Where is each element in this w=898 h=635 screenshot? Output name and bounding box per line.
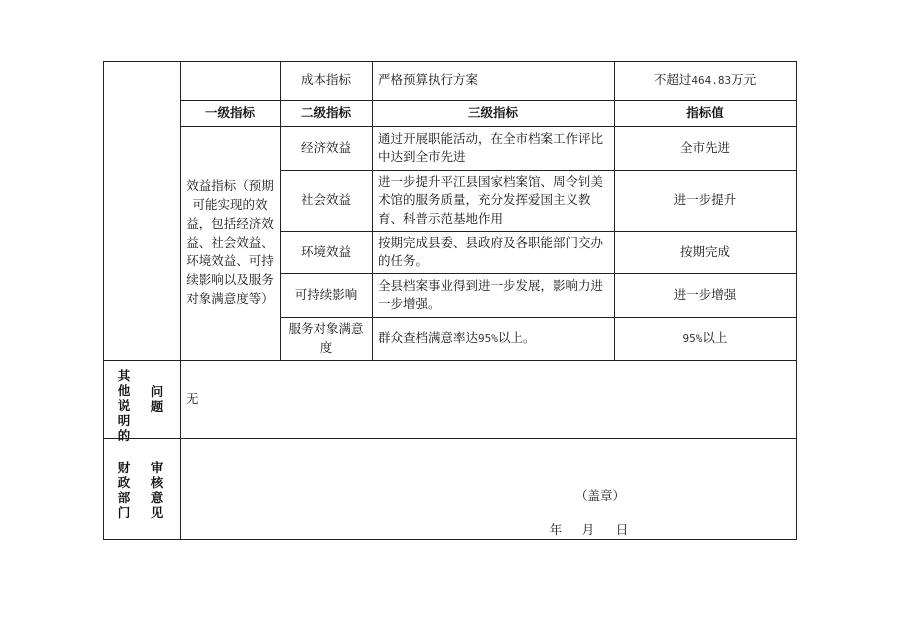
social-level2: 社会效益: [300, 192, 351, 208]
environment-level2: 环境效益: [300, 243, 351, 259]
economic-level3: 通过开展职能活动，在全市档案工作评比中达到全市先进: [378, 130, 604, 164]
satisfaction-level2: 服务对象满意度: [288, 321, 364, 355]
grid-line: [103, 539, 796, 540]
environment-value: 按期完成: [679, 243, 730, 259]
sustainable-level3: 全县档案事业得到进一步发展，影响力进一步增强。: [378, 277, 604, 311]
other-label-a: 其他说明的: [117, 368, 131, 443]
cost-level2-cell: 成本指标: [300, 72, 351, 88]
date-day: 日: [615, 521, 629, 537]
sustainable-value: 进一步增强: [673, 286, 737, 302]
cost-value-number: 464.83: [691, 73, 732, 87]
sustainable-level2: 可持续影响: [294, 286, 358, 302]
social-value: 进一步提升: [673, 192, 737, 208]
other-label-b: 问题: [150, 384, 164, 414]
satisfaction-level3: [372, 317, 614, 360]
header-level1: 一级指标: [204, 104, 255, 120]
grid-line: [796, 61, 797, 540]
satisfaction-value-number: 95%: [682, 331, 703, 345]
benefit-level1-cell: 效益指标（预期可能实现的效益，包括经济效益、社会效益、环境效益、可持续影响以及服务对象满意度等）: [186, 178, 274, 306]
header-level3: 三级指标: [467, 104, 518, 120]
economic-value: 全市先进: [679, 139, 730, 155]
date-month: 月: [581, 521, 595, 537]
satisfaction-value: [614, 317, 796, 360]
grid-line: [103, 61, 104, 540]
other-content: 无: [186, 391, 199, 407]
date-year: 年: [549, 521, 563, 537]
satisfaction-value-suffix: 以上: [702, 330, 728, 346]
cost-value-suffix: 万元: [731, 72, 757, 88]
environment-level3: 按期完成县委、县政府及各职能部门交办的任务。: [378, 234, 604, 268]
header-level2: 二级指标: [300, 104, 351, 120]
social-level3: 进一步提升平江县国家档案馆、周令钊美术馆的服务质量，充分发挥爱国主义教育、科普示范基地作用: [378, 174, 604, 226]
satisfaction-level3-suffix: 以上。: [497, 330, 536, 346]
satisfaction-level3-prefix: 群众查档满意率达: [378, 330, 479, 346]
cost-value-cell: [614, 61, 796, 100]
finance-label-a: 财政部门: [117, 460, 131, 520]
seal-text: （盖章）: [574, 487, 625, 503]
finance-label-b: 审核意见: [150, 460, 164, 520]
economic-level2: 经济效益: [300, 139, 351, 155]
cost-value-prefix: 不超过: [653, 72, 692, 88]
header-value: 指标值: [686, 104, 724, 120]
grid-line: [103, 438, 796, 439]
satisfaction-level3-number: 95%: [478, 331, 498, 345]
cost-level3-cell: 严格预算执行方案: [378, 72, 479, 88]
